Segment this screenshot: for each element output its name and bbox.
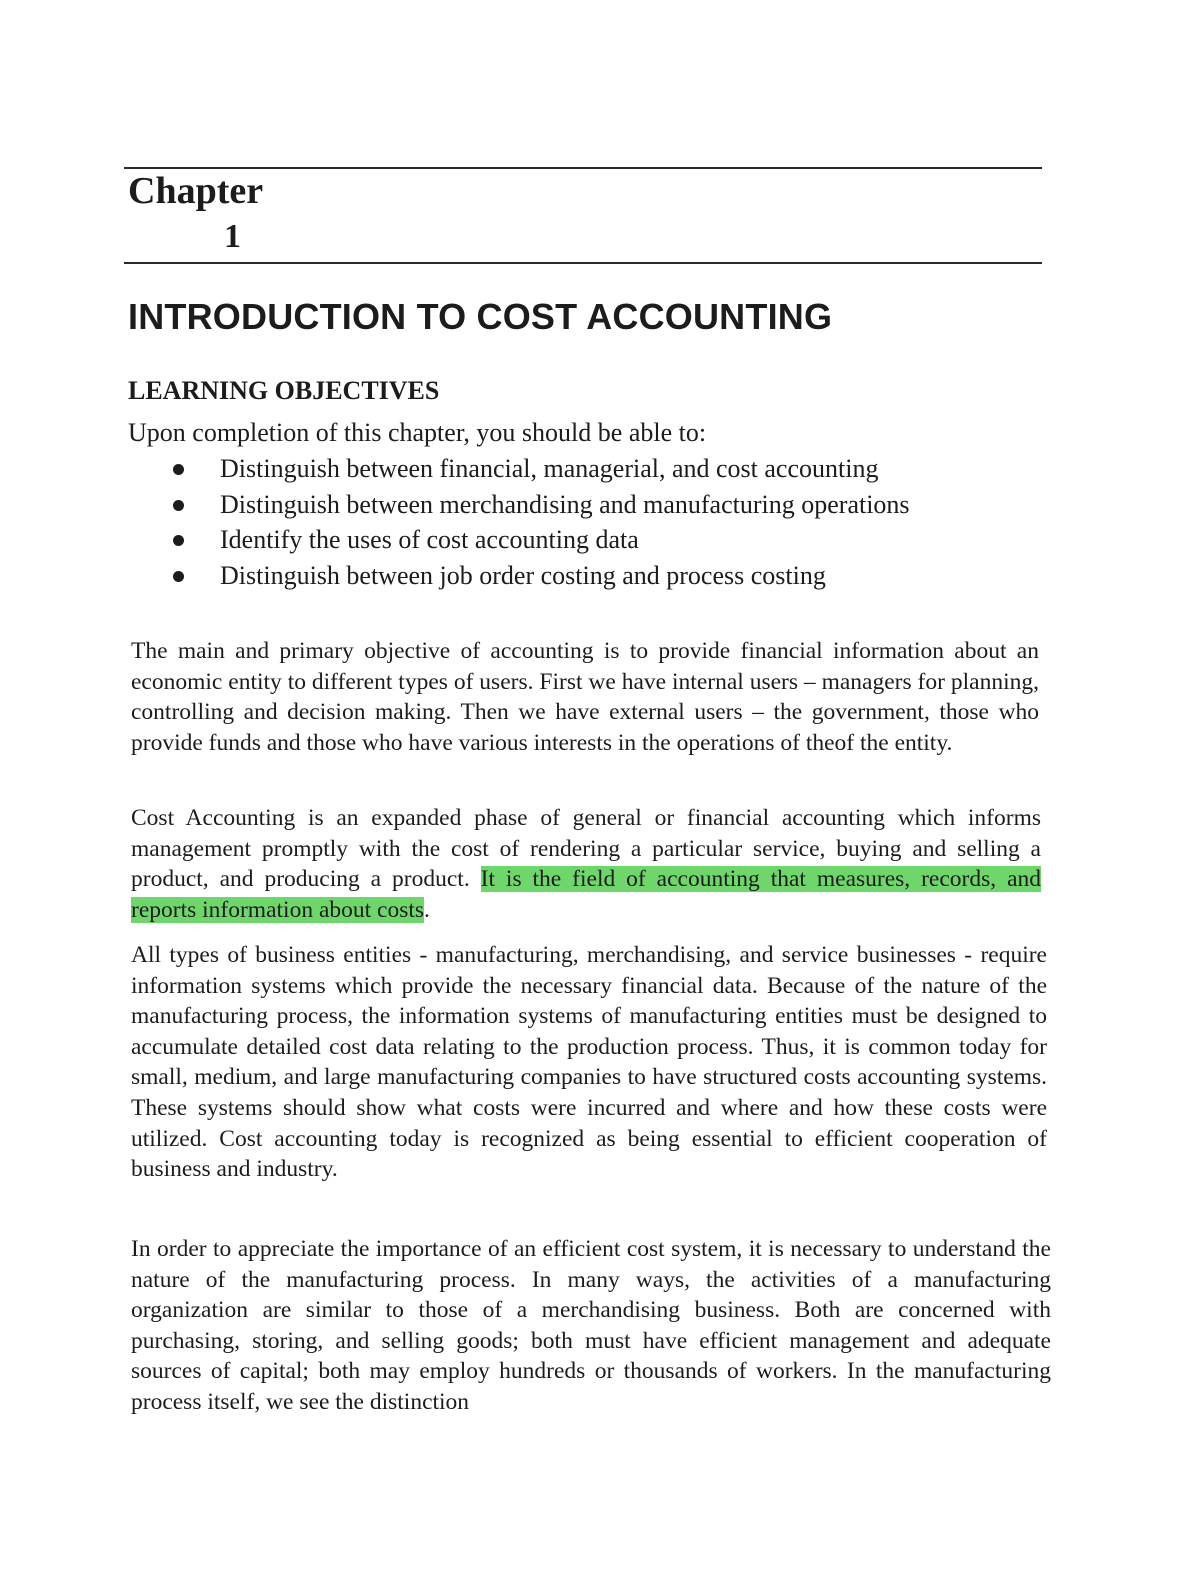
chapter-title: INTRODUCTION TO COST ACCOUNTING xyxy=(128,296,833,337)
list-item xyxy=(168,451,910,487)
paragraph-cost-accounting-definition xyxy=(131,803,1041,925)
list-item xyxy=(168,487,910,523)
paragraph-business-entities: All types of business entities - manufacturing, merchandising, and service businesses - require information systems which provide the necessary financial data. Because of the nature of the manufacturing process, the information systems of manufacturing entities must be designed to accumulate detailed cost data relating to the production process. Thus, it is common today for small, medium, and large manufacturing companies to have structured costs accounting systems. These systems should show what costs were incurred and where and how these costs were utilized. Cost accounting today is recognized as being essential to efficient cooperation of business and industry. xyxy=(131,942,1047,1183)
objective-text: Distinguish between financial, managerial, and cost accounting xyxy=(220,454,879,483)
list-item xyxy=(168,522,910,558)
paragraph-text: . xyxy=(424,896,430,923)
bullet-icon xyxy=(173,535,184,546)
highlighted-text: It is the field of accounting that measures, records, and reports information about costs xyxy=(131,866,1041,923)
learning-objectives-intro: Upon completion of this chapter, you should be able to: xyxy=(128,418,707,447)
chapter-bottom-rule xyxy=(124,262,1042,264)
objective-text: Identify the uses of cost accounting data xyxy=(220,525,639,554)
learning-objectives-heading: LEARNING OBJECTIVES xyxy=(128,376,440,405)
paragraph-accounting-objective: The main and primary objective of accounting is to provide financial information about an economic entity to different types of users. First we have internal users – managers for planning, controlling and decision making. Then we have external users – the government, those who provide funds and those who have various interests in the operations of theof the entity. xyxy=(131,638,1039,756)
bullet-icon xyxy=(173,500,184,511)
bullet-icon xyxy=(173,464,184,475)
bullet-icon xyxy=(173,571,184,582)
learning-objectives-list xyxy=(168,451,910,593)
paragraph-text: Cost Accounting is an expanded phase of general or financial accounting which informs management promptly with the cost of rendering a particular service, buying and selling a product, and producing a product. xyxy=(131,805,1041,893)
paragraph-manufacturing-process: In order to appreciate the importance of an efficient cost system, it is necessary to understand the nature of the manufacturing process. In many ways, the activities of a manufacturing organization are similar to those of a merchandising business. Both are concerned with purchasing, storing, and selling goods; both must have efficient management and adequate sources of capital; both may employ hundreds or thousands of workers. In the manufacturing process itself, we see the distinction xyxy=(131,1236,1051,1415)
objective-text: Distinguish between job order costing and process costing xyxy=(220,560,826,590)
objective-text: Distinguish between merchandising and manufacturing operations xyxy=(220,489,910,519)
list-item xyxy=(168,558,910,594)
chapter-number: 1 xyxy=(224,218,241,255)
chapter-label: Chapter xyxy=(128,170,264,212)
